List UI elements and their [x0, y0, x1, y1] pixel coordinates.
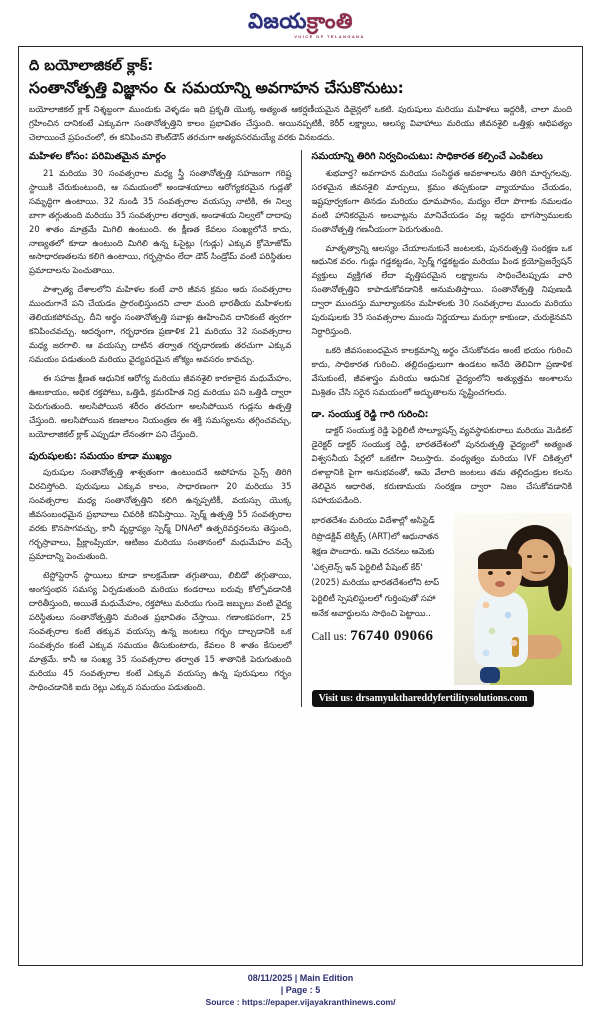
photo-baby-shoe [480, 667, 500, 683]
doctor-photo [454, 513, 572, 685]
article-clipping [18, 46, 583, 966]
photo-woman-eye-left [527, 555, 532, 558]
right-paragraph: మాతృత్వాన్ని ఆలస్యం చేయాలనుకునే జంటలకు, పునరుత్పత్తి సంరక్షణ ఒక ఆధునిక వరం. గుడ్లు గడ్డకట్టడం, స్పెర్మ్ గడ్డకట్టడం మరియు పిండ క్రయోప్రెజర్వేషన్ వ్యక్తులు వ్యక్తిగత లేదా వృత్తిపరమైన లక్ష్యాలను సాధించేటప్పుడు వారి సంతానోత్పత్తిని కాపాడుకోవడానికి అనుమతిస్తాయి. సంతానోత్పత్తి నిపుణుడి ద్వారా ముందస్తు మూల్యాంకనం మహిళలకు 30 సంవత్సరాల ముందు మరియు పురుషులకు 35 సంవత్సరాల ముందు నిర్ణయాలు మరుగ్గా కాకుండా, చురుకైనవని నిర్ధారిస్తుంది. [311, 242, 572, 337]
headline-main: సంతానోత్పత్తి విజ్ఞానం & సమయాన్ని అవగాహన చేసుకొనుటు: [29, 78, 404, 97]
left-paragraph: పురుషుల సంతానోత్పత్తి శాశ్వతంగా ఉంటుందనే అపోహను సైన్స్ తిరిగి విరచిస్తోంది. పురుషులు ఎక్కువ కాలం, సాధారణంగా 20 మరియు 35 సంవత్సరాల మధ్య సంతానోత్పత్తిని కలిగి ఉన్నప్పటికీ, వయస్సు యొక్క జీవసంబంధమైన ప్రభావాలు చివరికి కనిపిస్తాయి. స్పెర్మ్ ఉత్పత్తి 55 సంవత్సరాల వరకు కొనసాగవచ్చు, కానీ వృద్ధాప్యం స్పెర్మ్ DNAలో ఉత్పరివర్తనలను తెస్తుంది, గర్భస్రావాలు, ప్రీక్లాంప్సియా, ఆటిజం మరియు సంతానంలో మధుమేహం వచ్చే ప్రమాదాన్ని పెంచుతుంది. [29, 467, 292, 561]
phone-number[interactable]: 76740 09066 [350, 627, 434, 644]
photo-baby-hair [478, 549, 522, 569]
masthead [0, 0, 601, 44]
left-subhead-men: పురుషులకు: సమయం కూడా ముఖ్యం [29, 450, 172, 462]
footer-source: Source : https://epaper.vijayakranthinews.com/ [205, 997, 396, 1008]
footer-page: | Page : 5 [280, 985, 321, 996]
column-right [301, 150, 573, 707]
left-paragraph: పాశ్చాత్య దేశాలలోని మహిళల కంటే వారి జీవన క్రమం ఆరు సంవత్సరాల ముందుగానే పని చేయడం ప్రారంభిస్తుందని చాలా మంది భారతీయ మహిళలకు తెలియకపోవచ్చు. దీని అర్థం సంతానోత్పత్తి సవాళ్లు ఊహించిన దానికంటే త్వరగా కనిపించవచ్చు. ఆదర్శంగా, గర్భధారణ ప్రణాళిక 21 మరియు 32 సంవత్సరాల మధ్య జరగాలి. ఆ వయస్సు దాటిన తర్వాత గర్భధారణకు తరచుగా ఎక్కువ సమయం పడుతుంది మరియు వైద్యపరమైన జోక్యం అవసరం కావచ్చు. [29, 284, 292, 365]
right-paragraph: ఒకరి జీవసంబంధమైన కాలక్రమాన్ని అర్థం చేసుకోవడం అంటే భయం గురించి కాదు, సాధికారత గురించి. తల్లిదండ్రులుగా ఉండటం అనేది తెలివిగా ప్రణాళిక వేసుకుంటే, జీవశాస్త్రం మరియు ఆధునిక వైద్యంలోని అత్యుత్తమ అంశాలను మిశ్రితం చేసి సరైన సమయంలో అద్భుతాలను సృష్టించగలదు. [311, 345, 572, 398]
footer [0, 972, 601, 1009]
right-subhead-options: సమయాన్ని తిరిగి నిర్వచించుటు: సాధికారత కల్పించే ఎంపికలు [311, 151, 543, 163]
masthead-tagline: VOICE OF TELANGANA [294, 34, 365, 39]
photo-woman-smile [530, 565, 546, 574]
website-bar[interactable]: Visit us: drsamyukthareddyfertilitysolutions.com [312, 690, 535, 707]
right-paragraph: శుభవార్త? అవగాహన మరియు సంసిద్ధత అవకాశాలను తిరిగి మార్చగలవు. సరళమైన జీవనశైలి మార్పులు, క్రమం తప్పకుండా వ్యాయామం చేయడం, ఇష్టపూర్వకంగా తినడం మరియు ధూమపానం, మద్యం లేదా పొగాకు నమలడం వంటి హానికరమైన అలవాట్లను మానివేయడం వల్ల ఇద్దరు భాగస్వాములకు సంతానోత్పత్తి గణనీయంగా పెరుగుతుంది. [311, 167, 572, 234]
left-paragraph: ఈ సహజ క్షీణత ఆధునిక ఆరోగ్య మరియు జీవనశైలి కారకాలైన మధుమేహం, ఊబకాయం, అధిక రక్తపోటు, ఒత్తిడి, క్రమరహిత నిద్ర మరియు పని ఒత్తిడి ద్వారా పెరుగుతుంది. అలసిపోయిన శరీరం తరచుగా అలసిపోయిన గుడ్లను ఉత్పత్తి చేస్తుంది. అలసిపోయిన కణజాలం నియంత్రణ ఈ శక్తి సమస్యలను తగ్గించవచ్చు, బయోలాజికల్ క్లాక్ ఎప్పుడూ లేనంతగా పని చేస్తుంది. [29, 373, 292, 439]
article-columns [29, 150, 572, 707]
right-subhead-doctor: డా. సంయుక్త రెడ్డి గారి గురించి: [311, 408, 429, 420]
headline-kicker: ది బయోలాజికల్ క్లాక్: [29, 58, 154, 74]
article-intro: బయోలాజికల్ క్లాక్ నిశ్శబ్దంగా ముందుకు వెళ్ళడం ఇది ప్రకృతి యొక్క అత్యంత ఆకర్షణీయమైన డిజైన్లలో ఒకటి. పురుషులు మరియు మహిళలు ఇద్దరికీ, చాలా మంది గ్రహించిన దానికంటే ఎక్కువగా సంతానోత్పత్తిని కాలం ప్రభావితం చేస్తుంది. అయినప్పటికీ, కెరీర్ లక్ష్యాలు, ఆలస్య వివాహాలు మరియు జీవనశైలి ఒత్తిళ్లు ఆధిపత్యం చెలాయించే ప్రపంచంలో, ఈ కనిపించని కౌంట్‌డౌన్ తరచుగా అత్యవసరమయ్యే వరకు వినబడదు. [29, 104, 572, 142]
left-paragraph: టెస్టోస్టెరాన్ స్థాయిలు కూడా కాలక్రమేణా తగ్గుతాయి, లిబిడో తగ్గుతాయి, అంగస్తంభన సమస్య ఏర్పడుతుంది మరియు కండరాలు బరువు కోల్పోవడానికి దారితీస్తుంది, అయితే మధుమేహం, రక్తపోటు మరియు గుండె జబ్బులు వంటి వైద్య పరిస్థితులు సంతానోత్పత్తిని మరింత ప్రభావితం చేస్తాయి. గణాంకపరంగా, 25 సంవత్సరాల కంటే తక్కువ వయస్సు ఉన్న జంటలు గర్భం దాల్చడానికి ఒక సంవత్సరం కంటే ఎక్కువ సమయం తీసుకుంటారు, కేవలం 8 శాతం కేసులలో మాత్రమే. కానీ ఆ సంఖ్య 35 సంవత్సరాల తర్వాత 15 శాతానికి పెరుగుతుంది మరియు 45 సంవత్సరాల కంటే ఎక్కువ వయస్సు ఉన్న పురుషులు గర్భం సాధించడానికి ఐదు రెట్లు ఎక్కువ సమయం పడుతుంది. [29, 569, 292, 692]
masthead-title-accent: క్రాంతి [306, 9, 353, 33]
photo-woman-eye-right [543, 555, 548, 558]
promo-block [312, 513, 573, 707]
photo-baby-pattern [474, 591, 528, 667]
left-paragraph: 21 మరియు 30 సంవత్సరాల మధ్య స్త్రీ సంతానోత్పత్తి సహజంగా గరిష్ట స్థాయికి చేరుకుంటుంది, ఆ సమయంలో అండాశయాలు ఆరోగ్యకరమైన గుడ్లతో సమృద్ధిగా ఉంటాయి. 32 నుండి 35 సంవత్సరాల వయస్సు నాటికి, ఈ నిల్వ బాగా తగ్గుతుంది మరియు 35 సంవత్సరాల తర్వాత, అండాశయ నిల్వలో దాదాపు 20 శాతం మాత్రమే మిగిలి ఉంటుంది. ఈ క్షీణత కేవలం సంఖ్యలోనే కాదు, నాణ్యతలో కూడా ఉంటుంది మిగిలి ఉన్న ఓసైట్లు (గుడ్లు) ఎక్కువ క్రోమోజోమ్ అసాధారణతలను కలిగి ఉంటాయి, గర్భస్రావం లేదా డౌన్ సిండ్రోమ్ వంటి పరిస్థితుల ప్రమాదాలను పెంచుతాయి. [29, 167, 292, 276]
photo-woman-face [517, 539, 555, 581]
right-paragraph: డాక్టర్ సంయుక్త రెడ్డి ఫెర్టిలిటీ సొల్యూషన్స్ వ్యవస్థాపకురాలు మరియు మెడికల్ డైరెక్టర్ డాక్టర్ సంయుక్త రెడ్డి, భారతదేశంలో పునరుత్పత్తి వైద్యంలో అత్యంత విశ్వసనీయ పేర్లలో ఒకటిగా నిలుస్తారు. వంధ్యత్వం మరియు IVF చికిత్సలో దశాబ్దానికి పైగా అనుభవంతో, ఆమె వేలాది జంటలు తమ తల్లిదండ్రుల కలను తెలివైన ఆధారిత, కరుణామయ సంరక్షణ ద్వారా నిజం చేసుకోవడానికి సహాయపడింది. [311, 425, 572, 506]
call-us-label: Call us: [311, 630, 347, 643]
footer-date-edition: 08/11/2025 | Main Edition [247, 973, 354, 983]
masthead-title-main: విజయ [248, 9, 307, 33]
promo-paragraph: భారతదేశం మరియు విదేశాల్లో అసిస్టెడ్ రిప్రొడక్టివ్ టెక్నిక్స్ (ART)లో ఆధునాతన శిక్షణ పొందారు. ఆమె రచనలు ఆమెకు 'ఎక్సలెన్స్ ఇన్ ఫెర్టిలిటీ పేషెంట్ కేర్' (2025) మరియు భారతదేశంలోని టాప్ ఫెర్టిలిటీ స్పెషలిస్టులలో గుర్తింపుతో సహా అనేక అవార్డులను సాధించి పెట్టాయి.. [311, 515, 440, 619]
column-left [29, 150, 301, 707]
masthead-logo [248, 11, 353, 32]
left-subhead-women: మహిళల కోసం: పరిమితమైన మార్గం [29, 151, 166, 163]
